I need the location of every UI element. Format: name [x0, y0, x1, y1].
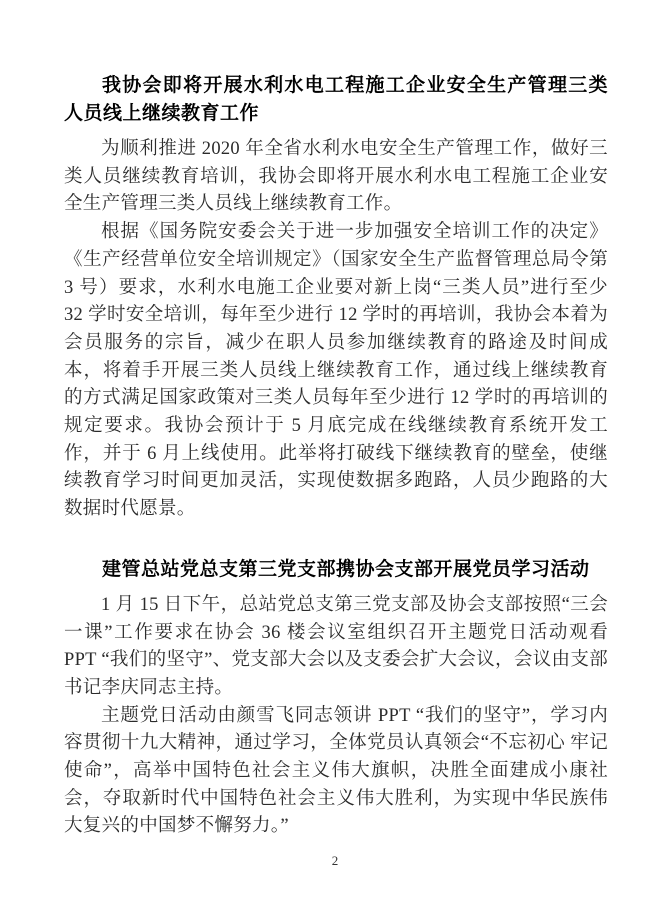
article-paragraph: 1 月 15 日下午，总站党总支第三党支部及协会支部按照“三会一课”工作要求在协会 36 楼会议室组织召开主题党日活动观看 PPT “我们的坚守”、党支部大会以及支委会扩大会议，会议由支部书记李庆同志主持。 — [64, 594, 608, 698]
article-online-education — [64, 72, 608, 524]
article-title: 建管总站党总支第三党支部携协会支部开展党员学习活动 — [102, 558, 590, 580]
page-content — [64, 72, 608, 841]
article-party-study-activity — [64, 556, 608, 841]
article-paragraph: 主题党日活动由颜雪飞同志领讲 PPT “我们的坚守”，学习内容贯彻十九大精神，通过学习，全体党员认真领会“不忘初心 牢记使命”，高举中国特色社会主义伟大旗帜，决胜全面建成小康社会，夺取新时代中国特色社会主义伟大胜利，为实现中华民族伟大复兴的中国梦不懈努力。” — [64, 705, 608, 837]
page-number: 2 — [331, 853, 339, 868]
article-paragraph: 根据《国务院安委会关于进一步加强安全培训工作的决定》《生产经营单位安全培训规定》（国家安全生产监督管理总局令第 3 号）要求，水利水电施工企业要对新上岗“三类人员”进行至少 32 学时安全培训，每年至少进行 12 学时的再培训，我协会本着为会员服务的宗旨，减少在职人员参加继续教育的路途及时间成本，将着手开展三类人员线上继续教育工作，通过线上继续教育的方式满足国家政策对三类人员每年至少进行 12 学时的再培训的规定要求。我协会预计于 5 月底完成在线继续教育系统开发工作，并于 6 月上线使用。此举将打破线下继续教育的壁垒，使继续教育学习时间更加灵活，实现使数据多跑路，人员少跑路的大数据时代愿景。 — [64, 222, 608, 520]
article-title: 我协会即将开展水利水电工程施工企业安全生产管理三类人员线上继续教育工作 — [64, 75, 608, 124]
article-paragraph: 为顺利推进 2020 年全省水利水电安全生产管理工作，做好三类人员继续教育培训，我协会即将开展水利水电工程施工企业安全生产管理三类人员线上继续教育工作。 — [64, 139, 608, 215]
page-footer — [0, 852, 670, 870]
